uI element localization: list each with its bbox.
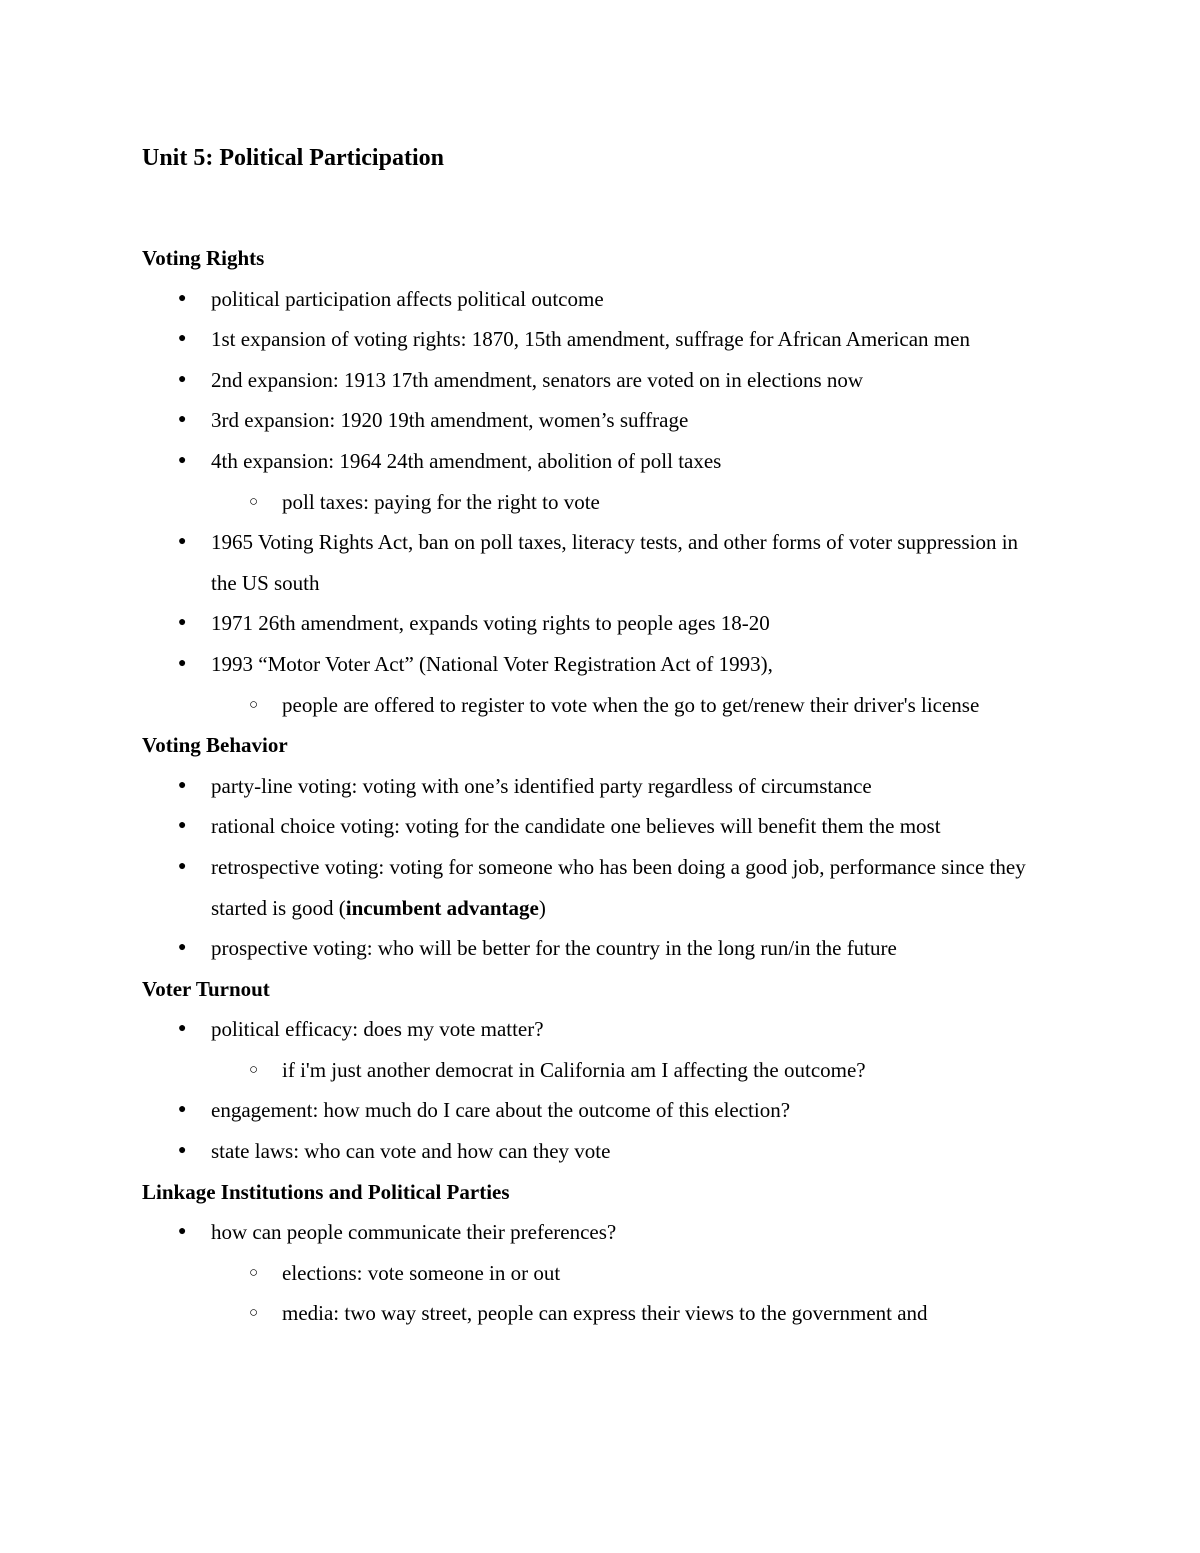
- bullet-icon: ●: [178, 1224, 187, 1240]
- bullet-icon: ●: [178, 655, 187, 671]
- bullet-icon: ●: [178, 1021, 187, 1037]
- list-item: [142, 644, 1042, 685]
- list-item-text: prospective voting: who will be better for the country in the long run/in the future: [211, 936, 897, 961]
- bullet-icon: ●: [178, 1102, 187, 1118]
- sub-list-item-text: if i'm just another democrat in California am I affecting the outcome?: [282, 1057, 866, 1082]
- bullet-icon: ●: [178, 615, 187, 631]
- list-item-text: 2nd expansion: 1913 17th amendment, senators are voted on in elections now: [211, 367, 864, 392]
- bullet-icon: ●: [178, 858, 187, 874]
- list-item-text: retrospective voting: voting for someone who has been doing a good job, performance since they started is good (: [211, 854, 1026, 920]
- bullet-icon: ●: [178, 290, 187, 306]
- sub-list-item: [142, 482, 1042, 523]
- bullet-icon: ●: [178, 777, 187, 793]
- sub-list-item: [142, 1293, 1042, 1334]
- bullet-icon: ●: [178, 534, 187, 550]
- list-item: [142, 847, 1042, 928]
- list-item-text: 1993 “Motor Voter Act” (National Voter Registration Act of 1993),: [211, 651, 773, 676]
- list-item: [142, 279, 1042, 320]
- list-item: [142, 360, 1042, 401]
- sub-list-item: [142, 685, 1042, 726]
- list-item-text-after: ): [538, 895, 546, 920]
- section-heading: Voting Behavior: [142, 733, 288, 758]
- hollow-bullet-icon: ○: [249, 1264, 259, 1281]
- hollow-bullet-icon: ○: [249, 696, 259, 713]
- document-body: [142, 238, 1042, 1334]
- sub-list-item-text: people are offered to register to vote when the go to get/renew their driver's license: [282, 692, 980, 717]
- section-heading: Voter Turnout: [142, 976, 270, 1001]
- sub-list-item-text: media: two way street, people can express their views to the government and: [282, 1301, 928, 1326]
- list-item: [142, 1090, 1042, 1131]
- document-page: [142, 134, 1042, 1334]
- bullet-list: [142, 279, 1042, 726]
- list-item-text: state laws: who can vote and how can they vote: [211, 1139, 611, 1164]
- hollow-bullet-icon: ○: [249, 493, 259, 510]
- bullet-list: [142, 1009, 1042, 1171]
- sub-list-item: [142, 1050, 1042, 1091]
- sub-list-item-text: elections: vote someone in or out: [282, 1260, 561, 1285]
- section-heading: Voting Rights: [142, 246, 265, 270]
- bullet-icon: ●: [178, 818, 187, 834]
- list-item-text: 4th expansion: 1964 24th amendment, abolition of poll taxes: [211, 448, 722, 473]
- list-item: [142, 928, 1042, 969]
- bullet-list: [142, 766, 1042, 969]
- list-item: [142, 1131, 1042, 1172]
- list-item: [142, 766, 1042, 807]
- bullet-icon: ●: [178, 452, 187, 468]
- list-item: [142, 319, 1042, 360]
- bullet-icon: ●: [178, 1143, 187, 1159]
- bullet-list: [142, 1212, 1042, 1334]
- bold-term: incumbent advantage: [345, 895, 539, 920]
- list-item-text: engagement: how much do I care about the outcome of this election?: [211, 1098, 791, 1123]
- bullet-icon: ●: [178, 331, 187, 347]
- list-item-text: 1971 26th amendment, expands voting rights to people ages 18-20: [211, 611, 770, 636]
- bullet-icon: ●: [178, 412, 187, 428]
- list-item: [142, 1212, 1042, 1253]
- list-item: [142, 400, 1042, 441]
- list-item: [142, 603, 1042, 644]
- section-heading: Linkage Institutions and Political Parties: [142, 1179, 510, 1204]
- sub-list-item-text: poll taxes: paying for the right to vote: [282, 489, 600, 514]
- list-item-text: 1965 Voting Rights Act, ban on poll taxes, literacy tests, and other forms of voter suppression in the US south: [211, 530, 1019, 595]
- list-item-text: 3rd expansion: 1920 19th amendment, women’s suffrage: [211, 408, 689, 433]
- list-item-text: 1st expansion of voting rights: 1870, 15th amendment, suffrage for African American men: [211, 327, 970, 352]
- list-item: [142, 1009, 1042, 1050]
- bullet-icon: ●: [178, 940, 187, 956]
- list-item: [142, 806, 1042, 847]
- list-item-text: political efficacy: does my vote matter?: [211, 1017, 544, 1042]
- hollow-bullet-icon: ○: [249, 1305, 259, 1322]
- page-title: Unit 5: Political Participation: [142, 145, 444, 171]
- hollow-bullet-icon: ○: [249, 1061, 259, 1078]
- bullet-icon: ●: [178, 371, 187, 387]
- list-item-text: rational choice voting: voting for the candidate one believes will benefit them the most: [211, 814, 941, 839]
- list-item-text: political participation affects political outcome: [211, 286, 604, 311]
- list-item: [142, 441, 1042, 482]
- list-item-text: party-line voting: voting with one’s identified party regardless of circumstance: [211, 773, 872, 798]
- list-item-text: how can people communicate their preferences?: [211, 1220, 617, 1245]
- list-item: [142, 522, 1042, 603]
- sub-list-item: [142, 1253, 1042, 1294]
